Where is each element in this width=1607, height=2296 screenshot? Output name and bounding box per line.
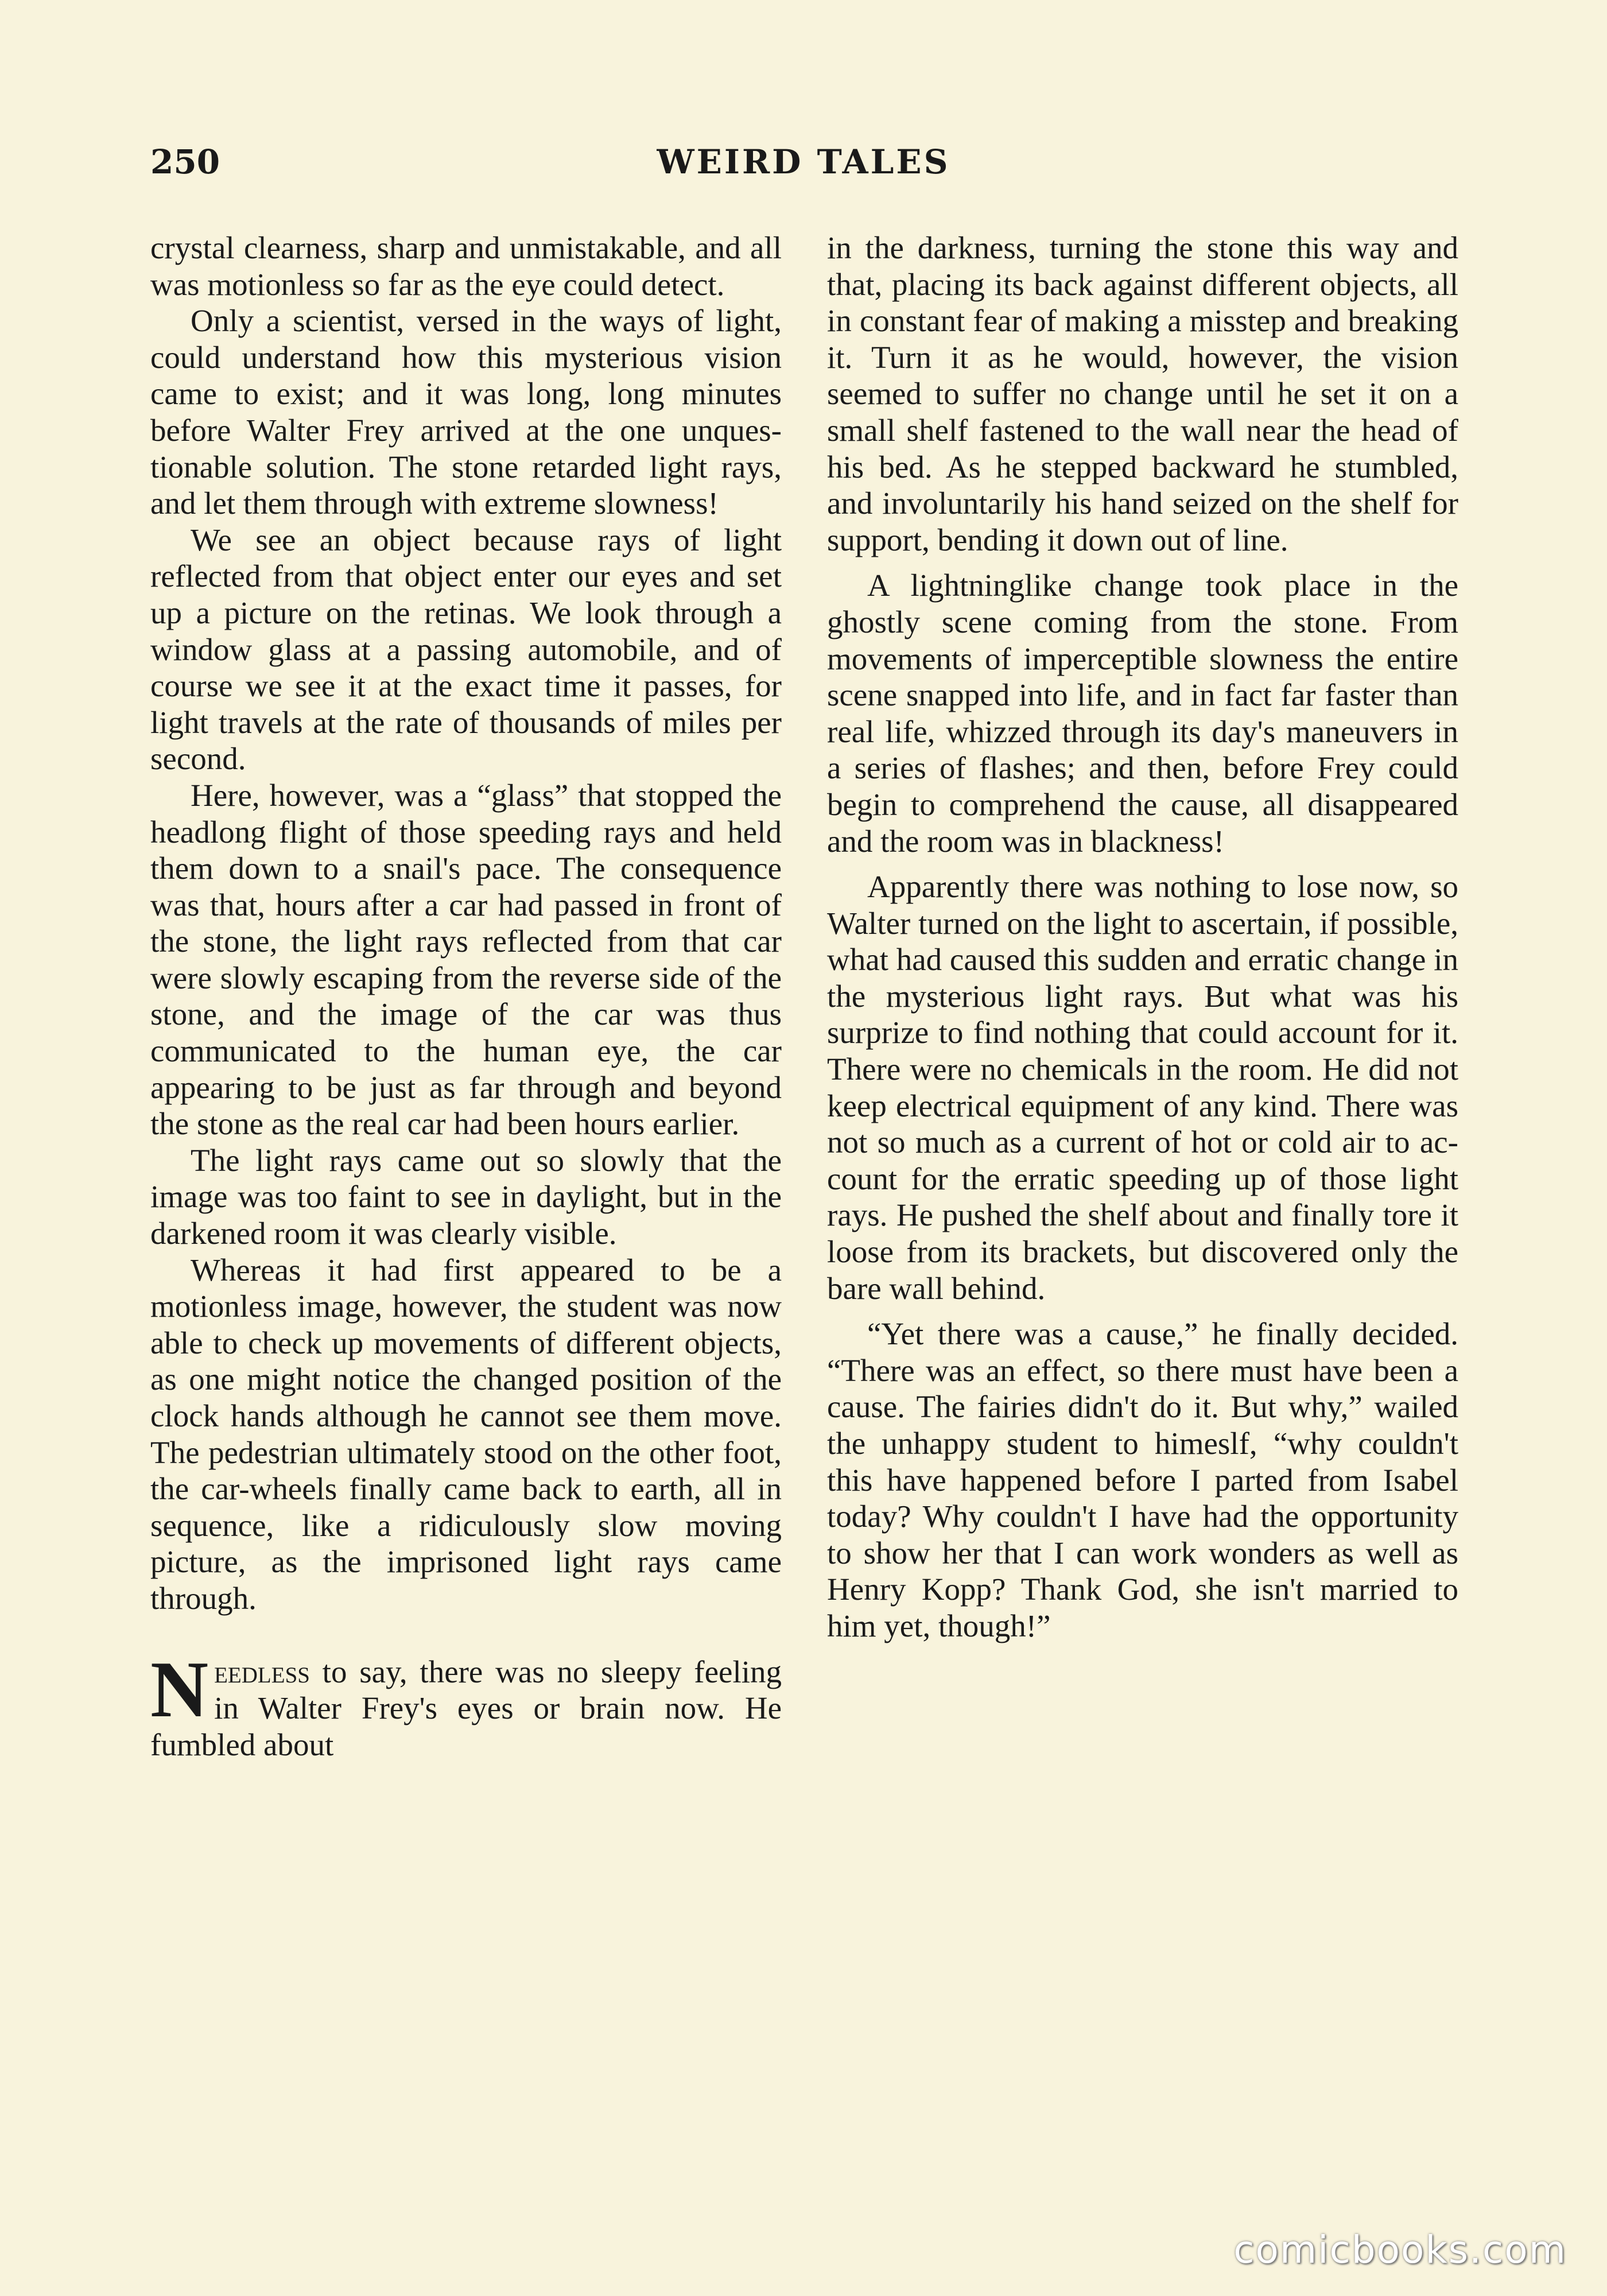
section-text: to say, there was no sleepy feeling in Walter Frey's eyes or brain now. He fumbled about xyxy=(150,1654,782,1762)
running-head: WEIRD TALES xyxy=(657,142,950,181)
paragraph: We see an object because rays of light reflected from that object enter our eyes and set up a picture on the retinas. We look through a window glass at a passing automobile, and of course we see it at the exact time it passes, for light travels at the rate of thousands of miles per second. xyxy=(150,522,782,777)
paragraph: crystal clearness, sharp and unmistakable, and all was motionless so far as the eye could detect. xyxy=(150,230,782,302)
small-caps-word: eedless xyxy=(214,1654,310,1689)
paragraph: A lightninglike change took place in the ghostly scene coming from the stone. From movements of imperceptible slowness the entire scene snapped into life, and in fact far faster than real life, whizzed through its day's maneuvers in a series of flashes; and then, before Frey could begin to comprehend the cause, all disappeared and the room was in blackness! xyxy=(827,568,1458,859)
paragraph: Apparently there was nothing to lose now, so Walter turned on the light to ascertain, if possible, what had caused this sudden and erratic change in the mysterious light rays. But what was his surprize to find nothing that could account for it. There were no chemicals in the room. He did not keep electrical equipment of any kind. There was not so much as a current of hot or cold air to account for the erratic speeding up of those light rays. He pushed the shelf about and finally tore it loose from its brackets, but discovered only the bare wall behind. xyxy=(827,869,1458,1306)
paragraph: Here, however, was a “glass” that stopped the headlong flight of those speeding rays and held them down to a snail's pace. The consequence was that, hours after a car had passed in front of the stone, the light rays reflected from that car were slowly escaping from the reverse side of the stone, and the image of the car was thus communicated to the human eye, the car appearing to be just as far through and beyond the stone as the real car had been hours earlier. xyxy=(150,777,782,1142)
section-paragraph xyxy=(150,1645,782,1763)
paragraph: Whereas it had first appeared to be a motionless image, however, the student was now able to check up movements of different objects, as one might notice the changed position of the clock hands although he cannot see them move. The pedestrian ultimately stood on the other foot, the car-wheels finally came back to earth, all in sequence, like a ridiculously slow moving picture, as the imprisoned light rays came through. xyxy=(150,1252,782,1616)
paragraph: Only a scientist, versed in the ways of light, could understand how this mysterious vision came to exist; and it was long, long minutes before Walter Frey arrived at the one unquestionable solution. The stone retarded light rays, and let them through with extreme slowness! xyxy=(150,303,782,521)
paragraph: “Yet there was a cause,” he finally decided. “There was an effect, so there must have been a cause. The fairies didn't do it. But why,” wailed the unhappy student to himeslf, “why couldn't this have happened before I parted from Isabel today? Why couldn't I have had the opportunity to show her that I can work wonders as well as Henry Kopp? Thank God, she isn't married to him yet, though!” xyxy=(827,1316,1458,1643)
drop-cap: N xyxy=(150,1645,209,1734)
left-column xyxy=(150,230,782,1763)
paragraph: The light rays came out so slowly that the image was too faint to see in daylight, but in the darkened room it was clearly visible. xyxy=(150,1142,782,1251)
paragraph: in the darkness, turning the stone this way and that, placing its back against different objects, all in constant fear of making a misstep and breaking it. Turn it as he would, however, the vision seemed to suffer no change until he set it on a small shelf fastened to the wall near the head of his bed. As he stepped backward he stumbled, and involuntarily his hand seized on the shelf for support, bending it down out of line. xyxy=(827,230,1458,557)
watermark: comicbooks.com xyxy=(1233,2228,1567,2272)
page-number: 250 xyxy=(150,142,220,181)
right-column xyxy=(827,230,1458,1645)
